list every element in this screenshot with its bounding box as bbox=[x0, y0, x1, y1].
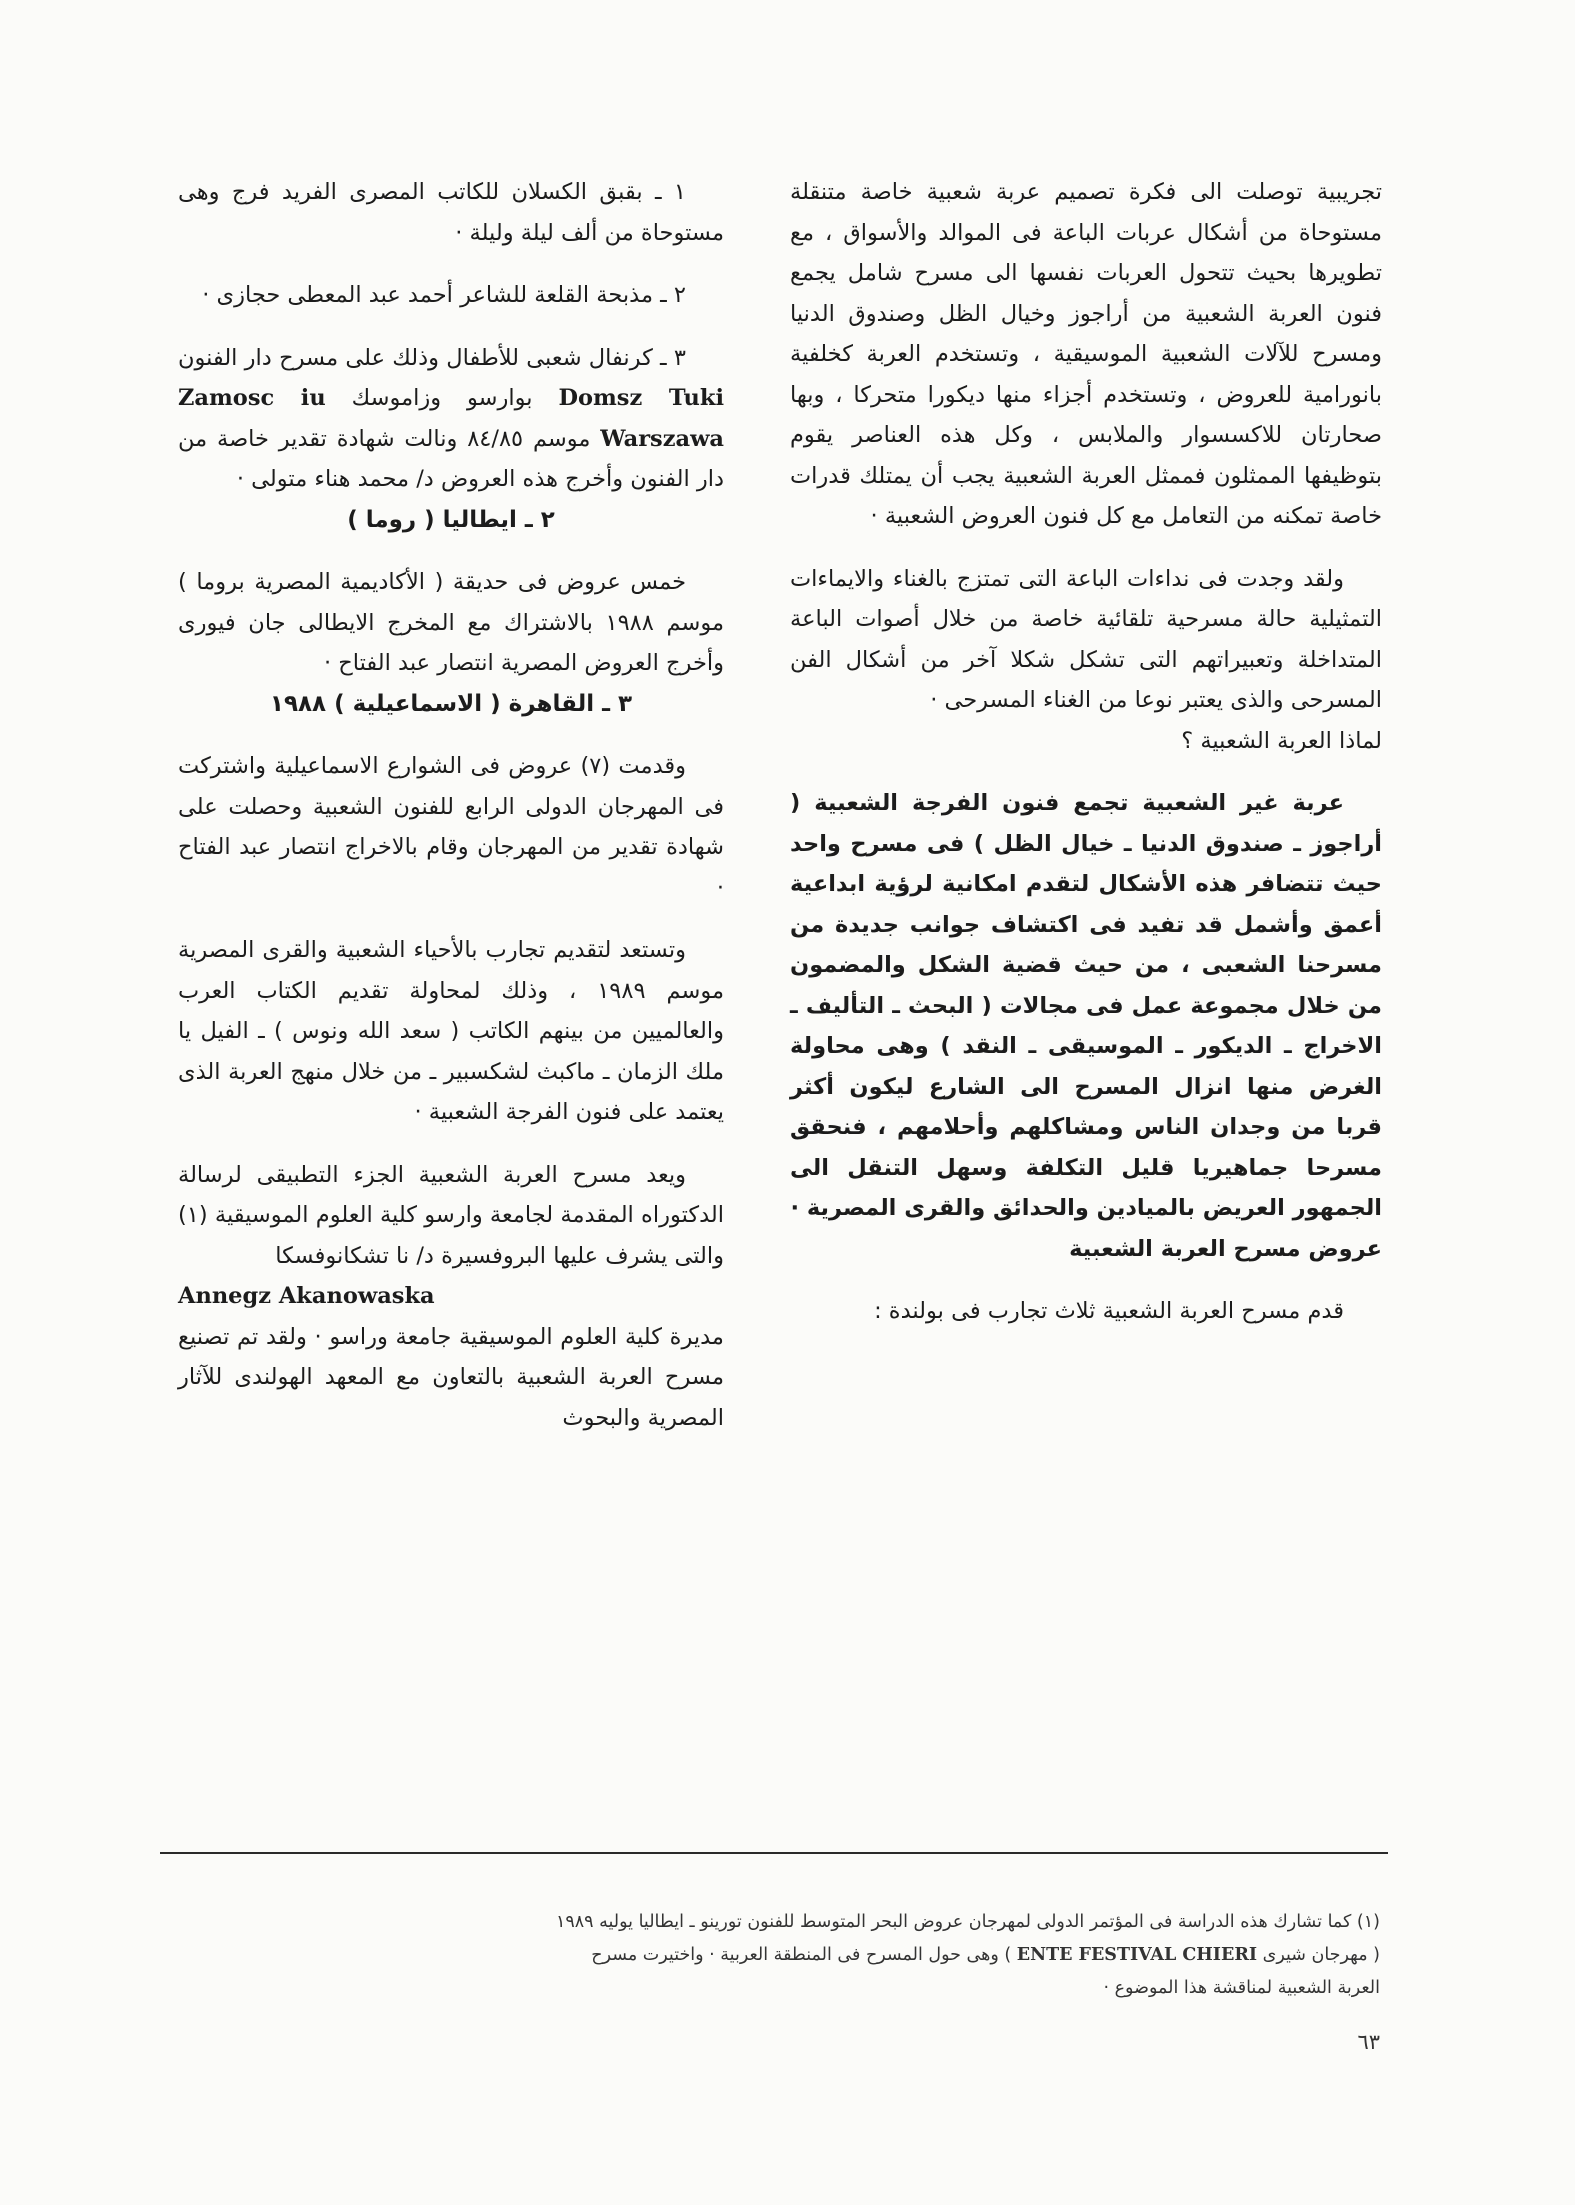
footnote-line-3: العربة الشعبية لمناقشة هذا الموضوع · bbox=[1103, 1978, 1380, 1998]
carnival-text-b: بوارسو وزاموسك bbox=[351, 385, 533, 411]
paragraph-folk-cart-body: ( أراجوز ـ صندوق الدنيا ـ خيال الظل ) فى مسرح واحد حيث تتضافر هذه الأشكال لتقدم امكانية لرؤية ابداعية أعمق وأشمل قد تفيد فى اكتشاف جوانب جديدة من مسرحنا الشعبى ، من حيث قضية الشكل والمضمون من خلال مجموعة عمل فى مجالات ( البحث ـ التأليف ـ الاخراج ـ الديكور ـ الموسيقى ـ النقد ) وهى محاولة الغرض منها انزال المسرح الى الشارع ليكون أكثر قربا من وجدان الناس ومشاكلهم وأحلامهم ، فنحقق مسرحا جماهيريا قليل التكلفة وسهل التنقل الى الجمهور العريض بالميادين والحدائق والقرى المصرية · bbox=[790, 790, 1382, 1221]
footnote-line-2-b: ) وهى حول المسرح فى المنطقة العربية · واختيرت مسرح bbox=[591, 1945, 1012, 1965]
page-number: ٦٣ bbox=[1357, 2030, 1380, 2054]
latin-venue-name: Domsz Tuki bbox=[558, 385, 725, 411]
footnote-festival-name: ENTE FESTIVAL CHIERI bbox=[1016, 1945, 1258, 1965]
footnote-line-1: (١) كما تشارك هذه الدراسة فى المؤتمر الدولى لمهرجان عروض البحر المتوسط للفنون تورينو ـ ايطاليا يوليه ١٩٨٩ bbox=[555, 1912, 1380, 1932]
list-item-citadel-massacre: ٢ ـ مذبحة القلعة للشاعر أحمد عبد المعطى حجازى · bbox=[202, 282, 686, 308]
list-item-lazy-baqbaq: ١ ـ بقبق الكسلان للكاتب المصرى الفريد فرج وهى مستوحاة من ألف ليلة وليلة · bbox=[178, 179, 724, 246]
heading-folk-cart-shows: عروض مسرح العربة الشعبية bbox=[1069, 1235, 1382, 1262]
heading-cairo-ismailia: ٣ ـ القاهرة ( الاسماعيلية ) ١٩٨٨ bbox=[269, 690, 633, 717]
right-column bbox=[790, 172, 1382, 1332]
footnote-divider bbox=[160, 1852, 1388, 1854]
heading-why-folk-cart: لماذا العربة الشعبية ؟ bbox=[1181, 727, 1382, 754]
carnival-text-c: ونالت شهادة تقدير خاصة من دار الفنون وأخرج هذه العروض د/ محمد هناء متولى · bbox=[178, 425, 724, 492]
paragraph-folk-cart-lead: عربة غير الشعبية تجمع فنون الفرجة الشعبية bbox=[814, 790, 1344, 816]
heading-italy-rome: ٢ ـ ايطاليا ( روما ) bbox=[347, 506, 555, 533]
paragraph-vendor-calls: ولقد وجدت فى نداءات الباعة التى تمتزج بالغناء والايماءات التمثيلية حالة مسرحية تلقائية خاصة من خلال أصوات الباعة المتداخلة وتعبيراتهم التى تشكل شكلا آخر من أشكال الفن المسرحى والذى يعتبر نوعا من الغناء المسرحى · bbox=[790, 565, 1382, 713]
paragraph-folk-cart-purpose bbox=[790, 783, 1382, 1229]
left-column bbox=[178, 172, 724, 1438]
carnival-season: موسم ٨٤/٨٥ bbox=[467, 425, 591, 452]
list-item-children-carnival bbox=[178, 338, 724, 500]
paragraph-upcoming-season: وتستعد لتقديم تجارب بالأحياء الشعبية والقرى المصرية موسم ١٩٨٩ ، وذلك لمحاولة تقديم الكتاب العرب والعالميين من بينهم الكاتب ( سعد الله ونوس ) ـ الفيل يا ملك الزمان ـ ماكبث لشكسبير ـ من خلال منهج العربة الذى يعتمد على فنون الفرجة الشعبية · bbox=[178, 937, 725, 1125]
latin-supervisor-name: Annegz Akanowaska bbox=[178, 1283, 435, 1309]
paragraph-rome-shows: خمس عروض فى حديقة ( الأكاديمية المصرية بروما ) موسم ١٩٨٨ بالاشتراك مع المخرج الايطالى جان فيورى وأخرج العروض المصرية انتصار عبد الفتاح · bbox=[178, 569, 724, 676]
footnote-line-2 bbox=[180, 1939, 1380, 1972]
carnival-text-a: ٣ ـ كرنفال شعبى للأطفال وذلك على مسرح دار الفنون bbox=[178, 344, 686, 371]
paragraph-dutch-institute: مديرة كلية العلوم الموسيقية جامعة وراسو · ولقد تم تصنيع مسرح العربة الشعبية بالتعاون مع المعهد الهولندى للآثار المصرية والبحوث bbox=[178, 1323, 724, 1431]
paragraph-cart-design: تجريبية توصلت الى فكرة تصميم عربة شعبية خاصة متنقلة مستوحاة من أشكال عربات الباعة فى الموالد والأسواق ، مع تطويرها بحيث تتحول العربات نفسها الى مسرح شامل يجمع فنون العربة الشعبية من أراجوز وخيال الظل وصندوق الدنيا ومسرح للآلات الشعبية الموسيقية ، وتستخدم العربة كخلفية بانورامية للعروض ، وتستخدم أجزاء منها ديكورا متحركا ، وبها صحارتان للاكسسوار والملابس ، وكل هذه العناصر يقوم بتوظيفها الممثلون فممثل العربة الشعبية يجب أن يمتلك قدرات خاصة تمكنه من التعامل مع كل فنون العروض الشعبية · bbox=[790, 179, 1382, 529]
footnote-line-2-a: ( مهرجان شيرى bbox=[1262, 1945, 1380, 1965]
paragraph-doctorate-thesis: ويعد مسرح العربة الشعبية الجزء التطبيقى لرسالة الدكتوراه المقدمة لجامعة وارسو كلية العلوم الموسيقية (١) والتى يشرف عليها البروفسيرة د/ نا تشكانوفسكا bbox=[178, 1161, 724, 1269]
paragraph-ismailia-shows: وقدمت (٧) عروض فى الشوارع الاسماعيلية واشتركت فى المهرجان الدولى الرابع للفنون الشعبية وحصلت على شهادة تقدير من المهرجان وقام بالاخراج انتصار عبد الفتاح · bbox=[178, 753, 724, 901]
footnote bbox=[180, 1906, 1380, 2005]
paragraph-poland-experiments: قدم مسرح العربة الشعبية ثلاث تجارب فى بولندة : bbox=[874, 1298, 1344, 1324]
latin-city-names: Zamosc iu Warszawa bbox=[178, 385, 725, 452]
